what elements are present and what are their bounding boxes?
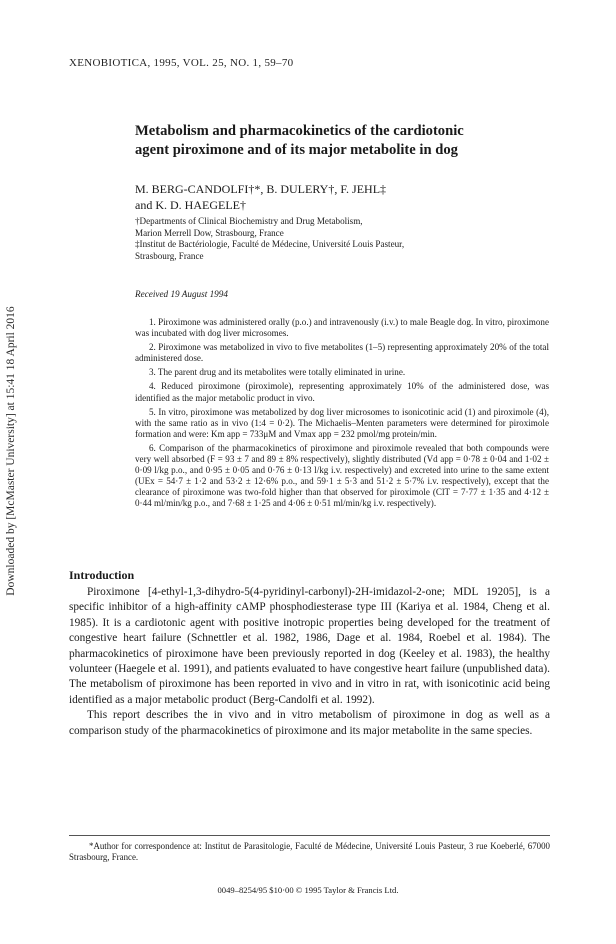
abstract-item-1: 1. Piroximone was administered orally (p.o.) and intravenously (i.v.) to male Beagle dog. In vitro, piroximone was incubated with dog liver microsomes. bbox=[135, 317, 549, 339]
abstract bbox=[135, 317, 549, 513]
abstract-item-2: 2. Piroximone was metabolized in vivo to five metabolites (1–5) representing approximately 20% of the total administered dose. bbox=[135, 342, 549, 364]
abstract-item-3: 3. The parent drug and its metabolites were totally eliminated in urine. bbox=[149, 367, 406, 378]
copyright-footer: 0049–8254/95 $10·00 © 1995 Taylor & Francis Ltd. bbox=[217, 885, 399, 895]
affiliation-line-4: Strasbourg, France bbox=[135, 250, 204, 261]
affiliation-line-3: ‡Institut de Bactériologie, Faculté de Médecine, Université Louis Pasteur, bbox=[135, 239, 405, 250]
abstract-item-6: 6. Comparison of the pharmacokinetics of piroximone and piroximole revealed that both compounds were very well absorbed (F = 93 ± 7 and 89 ± 8% respectively), slightly distributed (Vd app = 0·78 ± 0·04 and 1·02 ± 0·09 l/kg p.o., and 0·95 ± 0·05 and 0·76 ± 0·13 l/kg i.v. respectively) and excreted into urine to the same extent (UEx = 54·7 ± 1·2 and 53·2 ± 12·6% p.o., and 59·1 ± 5·3 and 51·2 ± 5·7% i.v. respectively), except that the clearance of piroximone was two-fold higher than that observed for piroximole (ClT = 7·77 ± 1·35 and 4·12 ± 0·44 ml/min/kg p.o., and 7·68 ± 1·25 and 4·06 ± 0·51 ml/min/kg i.v. respectively). bbox=[135, 442, 549, 509]
article-title bbox=[135, 122, 575, 160]
intro-paragraph-2: This report describes the in vivo and in vitro metabolism of piroximone in dog as well as a comparison study of the pharmacokinetics of piroximone and its major metabolite in the same species. bbox=[69, 709, 550, 737]
abstract-item-5: 5. In vitro, piroximone was metabolized by dog liver microsomes to isonicotinic acid (1) and piroximole (4), with the same ratio as in vivo (1:4 = 0·2). The Michaelis–Menten parameters were determined for piroximole formation and were: Km app = 733μM and Vmax app = 232 pmol/mg protein/min. bbox=[135, 406, 549, 439]
journal-line: XENOBIOTICA, 1995, VOL. 25, NO. 1, 59–70 bbox=[69, 57, 294, 69]
correspondence-footnote: *Author for correspondence at: Institut de Parasitologie, Faculté de Médecine, Université Louis Pasteur, 3 rue Koeberlé, 67000 Strasbourg, France. bbox=[69, 841, 550, 862]
author-line-1: M. BERG-CANDOLFI†*, B. DULERY†, F. JEHL‡ bbox=[135, 182, 387, 196]
introduction-body bbox=[69, 585, 550, 739]
intro-paragraph-1: Piroximone [4-ethyl-1,3-dihydro-5(4-pyridinyl-carbonyl)-2H-imidazol-2-one; MDL 19205], is a specific inhibitor of a high-affinity cAMP phosphodiesterase type III (Kariya et al. 1984, Cheng et al. 1985). It is a cardiotonic agent with positive inotropic properties being developed for the treatment of congestive heart failure (Schnettler et al. 1982, 1986, Dage et al. 1984, Roebel et al. 1984). The pharmacokinetics of piroximone have been previously reported in dog (Keeley et al. 1983), the healthy volunteer (Haegele et al. 1991), and patients evaluated to have congestive heart failure (unpublished data). The metabolism of piroximone has been reported in vivo and in vitro in rat, with isonicotinic acid being identified as a major metabolic product (Berg-Candolfi et al. 1992). bbox=[69, 586, 550, 706]
title-line-2: agent piroximone and of its major metabolite in dog bbox=[135, 142, 458, 158]
download-notice: Downloaded by [McMaster University] at 15:41 18 April 2016 bbox=[5, 306, 17, 596]
title-line-1: Metabolism and pharmacokinetics of the cardiotonic bbox=[135, 123, 464, 139]
received-date: Received 19 August 1994 bbox=[135, 289, 228, 299]
footnote-divider bbox=[69, 835, 550, 836]
affiliation-line-1: †Departments of Clinical Biochemistry and Drug Metabolism, bbox=[135, 216, 363, 226]
abstract-item-4: 4. Reduced piroximone (piroximole), representing approximately 10% of the administered dose, was identified as the major metabolic product in vivo. bbox=[135, 381, 549, 403]
affiliation-line-2: Marion Merrell Dow, Strasbourg, France bbox=[135, 227, 284, 238]
author-list bbox=[135, 181, 386, 213]
affiliations bbox=[135, 216, 404, 262]
introduction-heading: Introduction bbox=[69, 568, 135, 582]
author-line-2: and K. D. HAEGELE† bbox=[135, 198, 246, 212]
